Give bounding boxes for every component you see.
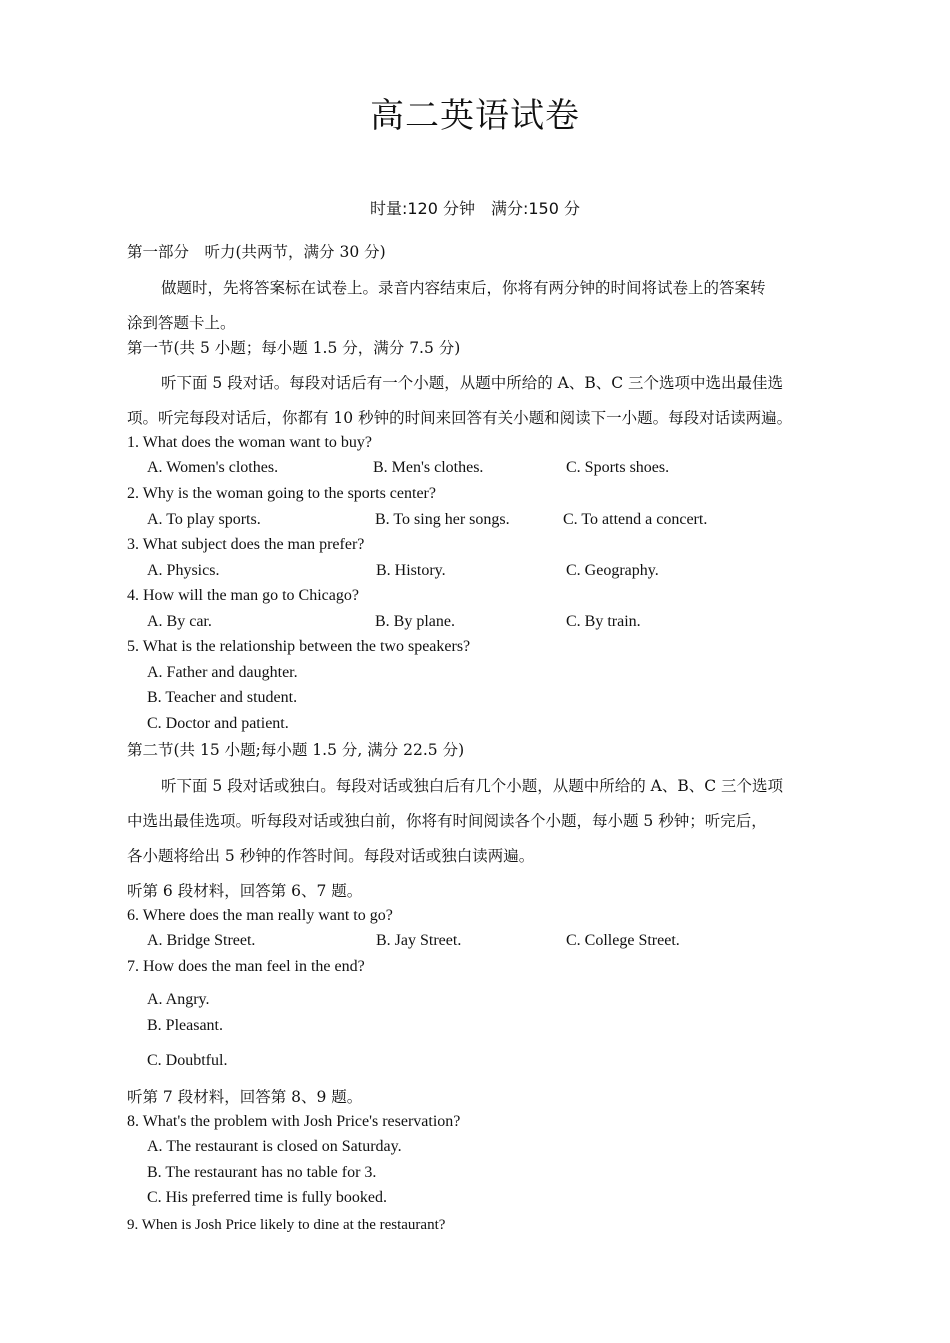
section1-instruction-line1: 听下面 5 段对话。每段对话后有一个小题，从题中所给的 A、B、C 三个选项中选出最佳选	[161, 374, 784, 392]
q7-option-a: A. Angry.	[147, 991, 210, 1008]
q2-option-b: B. To sing her songs.	[375, 511, 510, 528]
exam-duration-score: 时量:120 分钟 满分:150 分	[369, 199, 581, 218]
q8-option-b: B. The restaurant has no table for 3.	[147, 1164, 377, 1181]
q3-option-a: A. Physics.	[147, 562, 220, 579]
q1-option-a: A. Women's clothes.	[147, 459, 279, 476]
q7-option-c: C. Doubtful.	[147, 1052, 228, 1069]
question-6: 6. Where does the man really want to go?	[127, 907, 393, 924]
q2-option-c: C. To attend a concert.	[563, 511, 708, 528]
q5-option-b: B. Teacher and student.	[147, 689, 298, 706]
q1-option-c: C. Sports shoes.	[566, 459, 670, 476]
part1-heading: 第一部分 听力(共两节，满分 30 分)	[127, 243, 386, 261]
q5-option-c: C. Doctor and patient.	[147, 715, 289, 732]
q8-option-c: C. His preferred time is fully booked.	[147, 1189, 387, 1206]
section2-instruction-line2: 中选出最佳选项。听每段对话或独白前，你将有时间阅读各个小题，每小题 5 秒钟；听完后，	[127, 812, 767, 830]
page-title: 高二英语试卷	[370, 96, 580, 136]
q6-option-b: B. Jay Street.	[376, 932, 462, 949]
question-4: 4. How will the man go to Chicago?	[127, 587, 359, 604]
section1-heading: 第一节(共 5 小题；每小题 1.5 分，满分 7.5 分)	[127, 339, 461, 357]
q7-option-b: B. Pleasant.	[147, 1017, 223, 1034]
material-7-heading: 听第 7 段材料，回答第 8、9 题。	[127, 1088, 363, 1106]
question-5: 5. What is the relationship between the two speakers?	[127, 638, 471, 655]
q4-option-c: C. By train.	[566, 613, 641, 630]
material-6-heading: 听第 6 段材料，回答第 6、7 题。	[127, 882, 363, 900]
q2-option-a: A. To play sports.	[147, 511, 261, 528]
part1-instruction-line2: 涂到答题卡上。	[127, 314, 236, 332]
question-3: 3. What subject does the man prefer?	[127, 536, 365, 553]
q6-option-c: C. College Street.	[566, 932, 680, 949]
question-8: 8. What's the problem with Josh Price's reservation?	[127, 1113, 461, 1130]
q5-option-a: A. Father and daughter.	[147, 664, 298, 681]
question-9: 9. When is Josh Price likely to dine at the restaurant?	[127, 1217, 446, 1233]
section2-heading: 第二节(共 15 小题;每小题 1.5 分, 满分 22.5 分)	[127, 741, 465, 759]
q3-option-b: B. History.	[376, 562, 446, 579]
question-2: 2. Why is the woman going to the sports center?	[127, 485, 436, 502]
question-1: 1. What does the woman want to buy?	[127, 434, 372, 451]
part1-instruction-line1: 做题时，先将答案标在试卷上。录音内容结束后，你将有两分钟的时间将试卷上的答案转	[161, 279, 766, 297]
section1-instruction-line2: 项。听完每段对话后，你都有 10 秒钟的时间来回答有关小题和阅读下一小题。每段对话读两遍。	[127, 409, 793, 427]
q3-option-c: C. Geography.	[566, 562, 659, 579]
q6-option-a: A. Bridge Street.	[147, 932, 256, 949]
section2-instruction-line1: 听下面 5 段对话或独白。每段对话或独白后有几个小题，从题中所给的 A、B、C 三个选项	[161, 777, 784, 795]
q8-option-a: A. The restaurant is closed on Saturday.	[147, 1138, 402, 1155]
section2-instruction-line3: 各小题将给出 5 秒钟的作答时间。每段对话或独白读两遍。	[127, 847, 535, 865]
q1-option-b: B. Men's clothes.	[373, 459, 484, 476]
question-7: 7. How does the man feel in the end?	[127, 958, 365, 975]
q4-option-a: A. By car.	[147, 613, 212, 630]
q4-option-b: B. By plane.	[375, 613, 455, 630]
